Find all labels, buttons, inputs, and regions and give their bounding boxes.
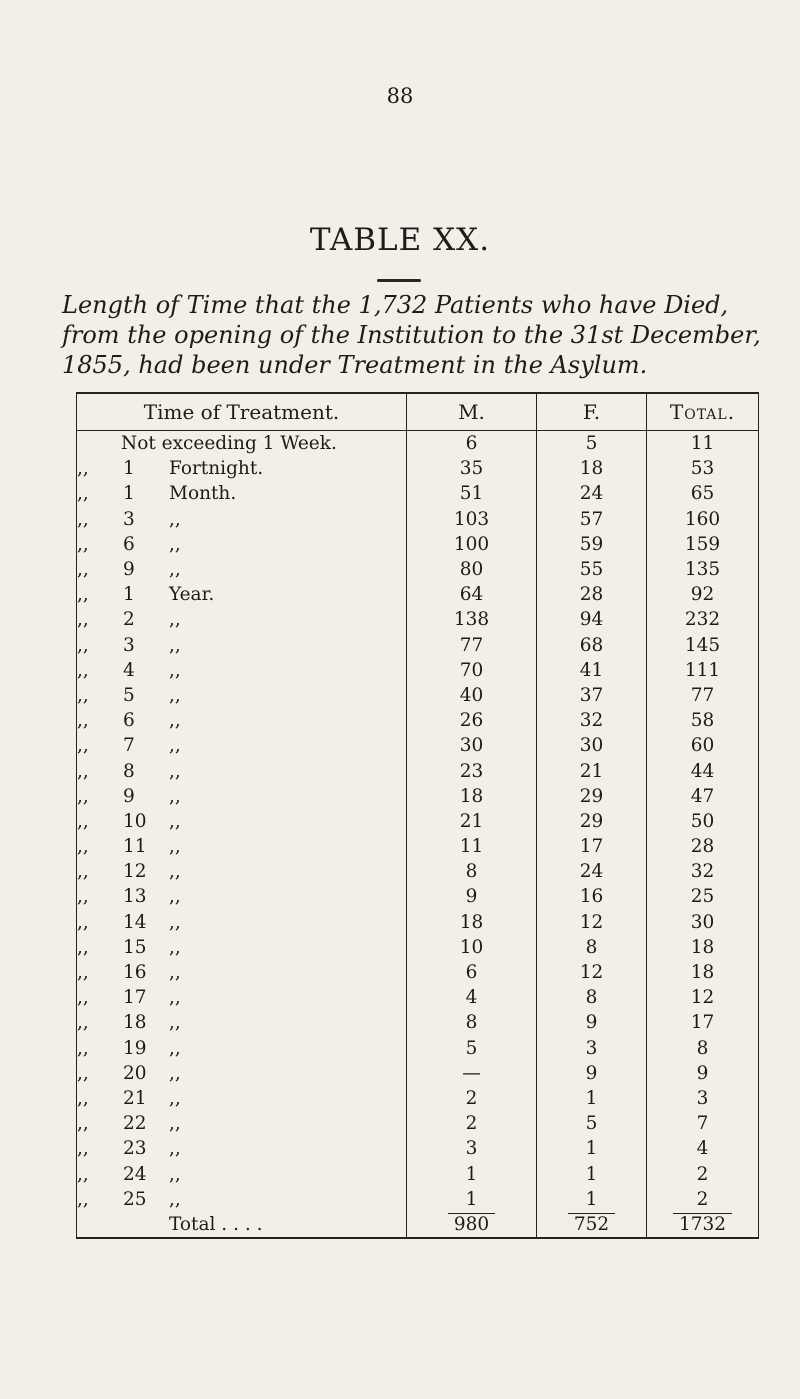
table-row: [77, 532, 759, 557]
row-time-label: [77, 658, 407, 683]
male-count: 6: [407, 431, 537, 457]
male-count: 100: [407, 532, 537, 557]
male-count: 80: [407, 557, 537, 582]
time-unit: ,,: [169, 533, 181, 555]
ditto-mark: ,,: [77, 684, 89, 706]
time-count: 9: [123, 559, 135, 581]
female-count: 5: [537, 1111, 647, 1136]
ditto-mark: ,,: [77, 936, 89, 958]
female-count: 1: [537, 1187, 647, 1212]
time-count: 5: [123, 684, 135, 706]
time-unit: ,,: [169, 911, 181, 933]
total-count: 232: [647, 607, 759, 632]
time-unit: ,,: [169, 634, 181, 656]
total-count: 18: [647, 935, 759, 960]
female-count: 8: [537, 985, 647, 1010]
time-count: 24: [123, 1163, 147, 1185]
time-unit: Month.: [169, 483, 237, 505]
total-males-cell: [407, 1212, 537, 1238]
row-time-label: [77, 683, 407, 708]
total-count: 8: [647, 1036, 759, 1061]
time-count: 13: [123, 886, 147, 908]
time-unit: ,,: [169, 785, 181, 807]
time-unit: ,,: [169, 861, 181, 883]
female-count: 24: [537, 481, 647, 506]
time-unit: ,,: [169, 962, 181, 984]
female-count: 21: [537, 758, 647, 783]
time-unit: ,,: [169, 1037, 181, 1059]
female-count: 29: [537, 784, 647, 809]
row-time-label: [77, 582, 407, 607]
row-time-label: [77, 456, 407, 481]
male-count: 9: [407, 884, 537, 909]
total-count: 50: [647, 809, 759, 834]
total-males: 980: [448, 1213, 495, 1236]
row-time-label: [77, 1111, 407, 1136]
ditto-mark: ,,: [77, 659, 89, 681]
grand-total: 1732: [673, 1213, 732, 1236]
time-count: 7: [123, 735, 135, 757]
male-count: 18: [407, 910, 537, 935]
table-row: [77, 935, 759, 960]
time-count: 9: [123, 785, 135, 807]
time-count: 1: [123, 584, 135, 606]
male-count: 64: [407, 582, 537, 607]
total-count: 30: [647, 910, 759, 935]
total-count: 135: [647, 557, 759, 582]
female-count: 1: [537, 1136, 647, 1161]
table-row: [77, 456, 759, 481]
row-time-label: [77, 733, 407, 758]
time-count: 1: [123, 458, 135, 480]
total-count: 65: [647, 481, 759, 506]
time-unit: Year.: [169, 584, 215, 606]
header-males: M.: [407, 393, 537, 431]
time-unit: ,,: [169, 836, 181, 858]
total-count: 92: [647, 582, 759, 607]
table-row: [77, 658, 759, 683]
total-count: 3: [647, 1086, 759, 1111]
time-unit: ,,: [169, 760, 181, 782]
ditto-mark: ,,: [77, 886, 89, 908]
table-row: [77, 1111, 759, 1136]
male-count: 1: [407, 1161, 537, 1186]
table-row: [77, 884, 759, 909]
female-count: 3: [537, 1036, 647, 1061]
row-time-label: [77, 910, 407, 935]
ditto-mark: ,,: [77, 1087, 89, 1109]
time-count: 3: [123, 508, 135, 530]
row-time-label: [77, 809, 407, 834]
table-row: [77, 1061, 759, 1086]
time-unit: ,,: [169, 1113, 181, 1135]
row-time-label: [77, 507, 407, 532]
table-row: [77, 985, 759, 1010]
row-time-label: [77, 557, 407, 582]
time-count: 12: [123, 861, 147, 883]
total-count: 159: [647, 532, 759, 557]
row-time-label: [77, 859, 407, 884]
time-unit: ,,: [169, 508, 181, 530]
female-count: 59: [537, 532, 647, 557]
time-count: 21: [123, 1087, 147, 1109]
female-count: 1: [537, 1161, 647, 1186]
total-count: 12: [647, 985, 759, 1010]
time-count: 6: [123, 710, 135, 732]
male-count: 77: [407, 633, 537, 658]
title-ornament-rule: [377, 279, 421, 282]
total-count: 18: [647, 960, 759, 985]
male-count: —: [407, 1061, 537, 1086]
female-count: 8: [537, 935, 647, 960]
table-row: [77, 607, 759, 632]
male-count: 35: [407, 456, 537, 481]
row-time-label: [77, 884, 407, 909]
header-time-of-treatment: Time of Treatment.: [77, 393, 407, 431]
male-count: 2: [407, 1111, 537, 1136]
time-count: 14: [123, 911, 147, 933]
table-row: [77, 708, 759, 733]
total-count: 160: [647, 507, 759, 532]
ditto-mark: ,,: [77, 1188, 89, 1210]
ditto-mark: ,,: [77, 508, 89, 530]
total-count: 32: [647, 859, 759, 884]
total-count: 28: [647, 834, 759, 859]
female-count: 9: [537, 1010, 647, 1035]
table-row: [77, 758, 759, 783]
ditto-mark: ,,: [77, 609, 89, 631]
row-time-label: [77, 532, 407, 557]
ditto-mark: ,,: [77, 861, 89, 883]
time-count: 18: [123, 1012, 147, 1034]
time-unit: ,,: [169, 1087, 181, 1109]
time-unit: Fortnight.: [169, 458, 264, 480]
ditto-mark: ,,: [77, 1113, 89, 1135]
row-time-label: [77, 607, 407, 632]
total-count: 58: [647, 708, 759, 733]
header-row: [77, 393, 759, 431]
row-time-label: [77, 758, 407, 783]
row-time-label: [77, 481, 407, 506]
time-unit: ,,: [169, 659, 181, 681]
time-count: 15: [123, 936, 147, 958]
treatment-duration-table: [76, 392, 759, 1239]
male-count: 138: [407, 607, 537, 632]
row-time-label: [77, 935, 407, 960]
total-females: 752: [568, 1213, 615, 1236]
time-count: 23: [123, 1138, 147, 1160]
table-row: [77, 683, 759, 708]
male-count: 40: [407, 683, 537, 708]
female-count: 17: [537, 834, 647, 859]
time-count: 22: [123, 1113, 147, 1135]
female-count: 37: [537, 683, 647, 708]
row-time-label: [77, 985, 407, 1010]
ditto-mark: ,,: [77, 810, 89, 832]
time-unit: ,,: [169, 1163, 181, 1185]
time-unit: ,,: [169, 936, 181, 958]
table-row: [77, 557, 759, 582]
table-body: [77, 431, 759, 1239]
ditto-mark: ,,: [77, 735, 89, 757]
time-count: 6: [123, 533, 135, 555]
female-count: 28: [537, 582, 647, 607]
male-count: 26: [407, 708, 537, 733]
page-number: 88: [386, 84, 414, 108]
male-count: 23: [407, 758, 537, 783]
table-row: [77, 481, 759, 506]
male-count: 2: [407, 1086, 537, 1111]
male-count: 5: [407, 1036, 537, 1061]
table-row: [77, 733, 759, 758]
time-count: 11: [123, 836, 147, 858]
time-count: 3: [123, 634, 135, 656]
time-unit: ,,: [169, 684, 181, 706]
male-count: 1: [407, 1187, 537, 1212]
female-count: 9: [537, 1061, 647, 1086]
row-time-label: [77, 633, 407, 658]
male-count: 10: [407, 935, 537, 960]
male-count: 103: [407, 507, 537, 532]
time-unit: ,,: [169, 987, 181, 1009]
table-row: [77, 910, 759, 935]
table-row: [77, 834, 759, 859]
table-row: [77, 784, 759, 809]
time-count: 10: [123, 810, 147, 832]
table-row: [77, 859, 759, 884]
table-row: [77, 1136, 759, 1161]
total-count: 7: [647, 1111, 759, 1136]
ditto-mark: ,,: [77, 760, 89, 782]
male-count: 21: [407, 809, 537, 834]
table-caption: Length of Time that the 1,732 Patients who have Died, from the opening of the Institution to the 31st December, 1855, had been under Treatment in the Asylum.: [62, 291, 761, 379]
grand-total-cell: [647, 1212, 759, 1238]
row-time-label: [77, 1086, 407, 1111]
male-count: 18: [407, 784, 537, 809]
table-row: [77, 1086, 759, 1111]
table-row: [77, 1161, 759, 1186]
time-count: 16: [123, 962, 147, 984]
male-count: 4: [407, 985, 537, 1010]
female-count: 1: [537, 1086, 647, 1111]
header-females: F.: [537, 393, 647, 431]
table-row: [77, 431, 759, 457]
ditto-mark: ,,: [77, 458, 89, 480]
total-count: 11: [647, 431, 759, 457]
female-count: 94: [537, 607, 647, 632]
row-time-label: [77, 960, 407, 985]
total-count: 145: [647, 633, 759, 658]
female-count: 24: [537, 859, 647, 884]
ditto-mark: ,,: [77, 559, 89, 581]
total-count: 25: [647, 884, 759, 909]
female-count: 41: [537, 658, 647, 683]
table-row: [77, 1010, 759, 1035]
female-count: 18: [537, 456, 647, 481]
time-unit: ,,: [169, 1138, 181, 1160]
header-total: Total.: [647, 393, 759, 431]
female-count: 32: [537, 708, 647, 733]
female-count: 12: [537, 910, 647, 935]
female-count: 29: [537, 809, 647, 834]
table-row: [77, 1036, 759, 1061]
ditto-mark: ,,: [77, 836, 89, 858]
total-count: 53: [647, 456, 759, 481]
total-count: 60: [647, 733, 759, 758]
total-count: 17: [647, 1010, 759, 1035]
time-text: Not exceeding 1 Week.: [121, 433, 337, 455]
total-count: 2: [647, 1187, 759, 1212]
total-count: 47: [647, 784, 759, 809]
ditto-mark: ,,: [77, 710, 89, 732]
time-unit: ,,: [169, 810, 181, 832]
table-row: [77, 960, 759, 985]
row-time-label: [77, 708, 407, 733]
row-time-label: [77, 834, 407, 859]
time-count: 2: [123, 609, 135, 631]
total-count: 44: [647, 758, 759, 783]
row-time-label: [77, 1010, 407, 1035]
male-count: 3: [407, 1136, 537, 1161]
total-count: 111: [647, 658, 759, 683]
time-unit: ,,: [169, 886, 181, 908]
ditto-mark: ,,: [77, 911, 89, 933]
ditto-mark: ,,: [77, 962, 89, 984]
ditto-mark: ,,: [77, 584, 89, 606]
time-unit: ,,: [169, 1062, 181, 1084]
table-row: [77, 507, 759, 532]
time-unit: ,,: [169, 559, 181, 581]
time-count: 17: [123, 987, 147, 1009]
row-time-label: [77, 784, 407, 809]
male-count: 6: [407, 960, 537, 985]
total-label: Total . . . .: [77, 1212, 407, 1238]
ditto-mark: ,,: [77, 1138, 89, 1160]
ditto-mark: ,,: [77, 1163, 89, 1185]
row-time-label: [77, 1136, 407, 1161]
total-females-cell: [537, 1212, 647, 1238]
ditto-mark: ,,: [77, 785, 89, 807]
ditto-mark: ,,: [77, 634, 89, 656]
male-count: 30: [407, 733, 537, 758]
ditto-mark: ,,: [77, 483, 89, 505]
time-unit: ,,: [169, 609, 181, 631]
table-title: TABLE XX.: [309, 222, 491, 258]
ditto-mark: ,,: [77, 1037, 89, 1059]
row-time-label: [77, 1161, 407, 1186]
row-time-label: [77, 431, 407, 457]
female-count: 68: [537, 633, 647, 658]
female-count: 30: [537, 733, 647, 758]
female-count: 12: [537, 960, 647, 985]
time-count: 1: [123, 483, 135, 505]
male-count: 11: [407, 834, 537, 859]
male-count: 51: [407, 481, 537, 506]
time-count: 20: [123, 1062, 147, 1084]
total-count: 77: [647, 683, 759, 708]
total-row: [77, 1212, 759, 1238]
ditto-mark: ,,: [77, 987, 89, 1009]
row-time-label: [77, 1036, 407, 1061]
ditto-mark: ,,: [77, 1012, 89, 1034]
row-time-label: [77, 1061, 407, 1086]
total-count: 2: [647, 1161, 759, 1186]
table-row: [77, 582, 759, 607]
male-count: 8: [407, 859, 537, 884]
time-count: 19: [123, 1037, 147, 1059]
time-unit: ,,: [169, 1188, 181, 1210]
female-count: 55: [537, 557, 647, 582]
time-count: 4: [123, 659, 135, 681]
time-unit: ,,: [169, 1012, 181, 1034]
table-row: [77, 633, 759, 658]
time-count: 8: [123, 760, 135, 782]
female-count: 57: [537, 507, 647, 532]
row-time-label: [77, 1187, 407, 1212]
total-count: 4: [647, 1136, 759, 1161]
time-unit: ,,: [169, 710, 181, 732]
ditto-mark: ,,: [77, 533, 89, 555]
female-count: 16: [537, 884, 647, 909]
time-count: 25: [123, 1188, 147, 1210]
total-count: 9: [647, 1061, 759, 1086]
table-row: [77, 809, 759, 834]
male-count: 70: [407, 658, 537, 683]
table-row: [77, 1187, 759, 1212]
male-count: 8: [407, 1010, 537, 1035]
female-count: 5: [537, 431, 647, 457]
ditto-mark: ,,: [77, 1062, 89, 1084]
time-unit: ,,: [169, 735, 181, 757]
